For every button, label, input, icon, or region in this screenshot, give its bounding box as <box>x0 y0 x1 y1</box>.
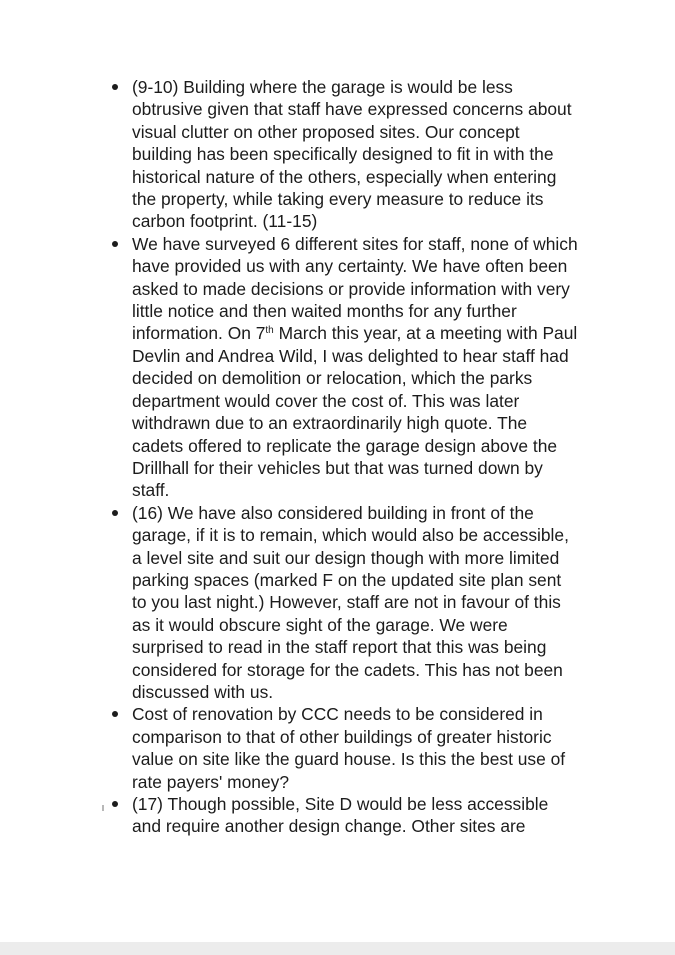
bullet-icon <box>112 510 118 516</box>
text-line: considered for storage for the cadets. This has not been <box>132 659 563 680</box>
text-line: We have surveyed 6 different sites for staff, none of which <box>132 233 578 254</box>
text-line: obtrusive given that staff have expressed concerns about <box>132 99 572 120</box>
text-line: decided on demolition or relocation, which the parks <box>132 368 533 389</box>
text-line: the property, while taking every measure to reduce its <box>132 189 544 210</box>
bullet-text <box>132 703 602 793</box>
text-line: staff. <box>132 480 170 501</box>
text-line: and require another design change. Other sites are <box>132 816 526 837</box>
bullet-text <box>132 793 602 838</box>
text-line: garage, if it is to remain, which would also be accessible, <box>132 525 569 546</box>
bullet-icon <box>112 84 118 90</box>
bullet-item-surveyed-sites <box>0 233 602 502</box>
text-line: as it would obscure sight of the garage. We were <box>132 614 508 635</box>
ordinal-suffix: th <box>265 325 274 337</box>
text-line: parking spaces (marked F on the updated site plan sent <box>132 569 562 590</box>
text-fragment: March this year, at a meeting with Paul <box>273 323 578 344</box>
text-line: historical nature of the others, especially when entering <box>132 166 557 187</box>
text-line: visual clutter on other proposed sites. Our concept <box>132 121 520 142</box>
bullet-icon <box>112 711 118 717</box>
text-line: little notice and then waited months for any further <box>132 301 517 322</box>
text-line: (9-10) Building where the garage is would be less <box>132 77 513 97</box>
text-line: withdrawn due to an extraordinarily high quote. The <box>132 413 528 434</box>
text-line: Cost of renovation by CCC needs to be considered in <box>132 704 543 725</box>
bullet-list <box>0 76 675 838</box>
text-line: (16) We have also considered building in front of the <box>132 502 534 523</box>
text-line: comparison to that of other buildings of greater historic <box>132 726 552 747</box>
text-line: value on site like the guard house. Is this the best use of <box>132 749 566 770</box>
scan-mark <box>102 805 104 811</box>
text-line: rate payers' money? <box>132 771 290 792</box>
text-line-date <box>132 322 602 344</box>
bullet-text <box>132 76 602 233</box>
text-line: a level site and suit our design though with more limited <box>132 547 560 568</box>
text-line: building has been specifically designed to fit in with the <box>132 144 554 165</box>
text-line: asked to made decisions or provide information with very <box>132 278 570 299</box>
bullet-item-site-d <box>0 793 602 838</box>
text-line: department would cover the cost of. This was later <box>132 390 520 411</box>
bullet-icon <box>112 241 118 247</box>
text-line: carbon footprint. (11-15) <box>132 211 318 232</box>
bullet-item-renovation-cost <box>0 703 602 793</box>
bullet-text <box>132 233 602 502</box>
text-fragment: information. On 7 <box>132 323 266 344</box>
scan-edge-strip <box>0 942 675 955</box>
text-line: have provided us with any certainty. We have often been <box>132 256 568 277</box>
text-line: discussed with us. <box>132 681 274 702</box>
text-line: cadets offered to replicate the garage design above the <box>132 435 558 456</box>
bullet-icon <box>112 801 118 807</box>
bullet-text <box>132 502 602 704</box>
text-line: Devlin and Andrea Wild, I was delighted to hear staff had <box>132 345 569 366</box>
text-line: to you last night.) However, staff are not in favour of this <box>132 592 561 613</box>
text-line: (17) Though possible, Site D would be less accessible <box>132 794 549 814</box>
text-line: surprised to read in the staff report that this was being <box>132 637 547 658</box>
bullet-item-garage-site <box>0 76 602 233</box>
text-line: Drillhall for their vehicles but that was turned down by <box>132 457 543 478</box>
bullet-item-front-of-garage <box>0 502 602 704</box>
